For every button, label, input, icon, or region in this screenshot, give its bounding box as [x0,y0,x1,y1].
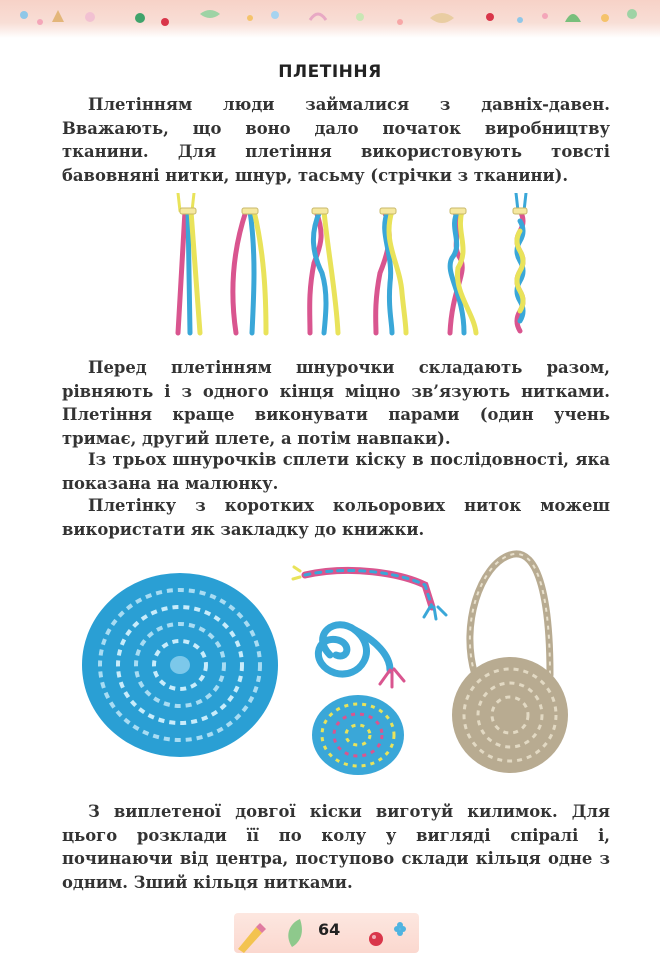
rug-instructions-paragraph: З виплетеної довгої кіски виготуй килимок. Для цього розклади її по колу у вигляді спіралі і, починаючи від центра, поступово склади кільця одне з одним. Зший кільця нитками. [62,802,610,892]
woven-products-illustration [80,545,600,785]
page-title: ПЛЕТІННЯ [278,62,382,82]
flower-icon [394,922,406,936]
small-spiral [318,625,404,687]
task-paragraph: Із трьох шнурочків сплети кіску в послідовності, яка показана на малюнку. [62,450,610,493]
bookmark-paragraph: Плетінку з коротких кольорових ниток можеш використати як закладку до книжки. [62,496,610,539]
preparation-paragraph: Перед плетінням шнурочки складають разом, рівняють і з одного кінця міцно зв’язують нитками. Плетіння краще виконувати парами (один учень тримає, другий плете, а потім навпаки). [62,358,610,448]
woven-bag [452,554,568,773]
braid-step-4 [376,208,406,333]
braid-step-3 [310,208,338,333]
braid-step-2 [233,208,266,333]
braiding-steps-illustration [160,193,540,341]
decorative-header-band [0,0,660,38]
braid-step-5 [450,208,476,333]
bookmark-braid [293,567,446,619]
pencil-icon [238,923,266,953]
berry-icon [369,932,383,946]
leaf-icon [288,919,302,947]
braid-step-1 [178,193,200,333]
blue-rug [82,573,278,757]
small-coiled-mat [312,695,404,775]
page-number: 64 [318,920,341,939]
intro-paragraph: Плетінням люди займалися з давніх-давен. Вважають, що воно дало початок виробництву тканини. Для плетіння використовують товсті бавовняні нитки, шнур, тасьму (стрічки з тканини). [62,95,610,185]
braid-step-6 [513,193,527,331]
